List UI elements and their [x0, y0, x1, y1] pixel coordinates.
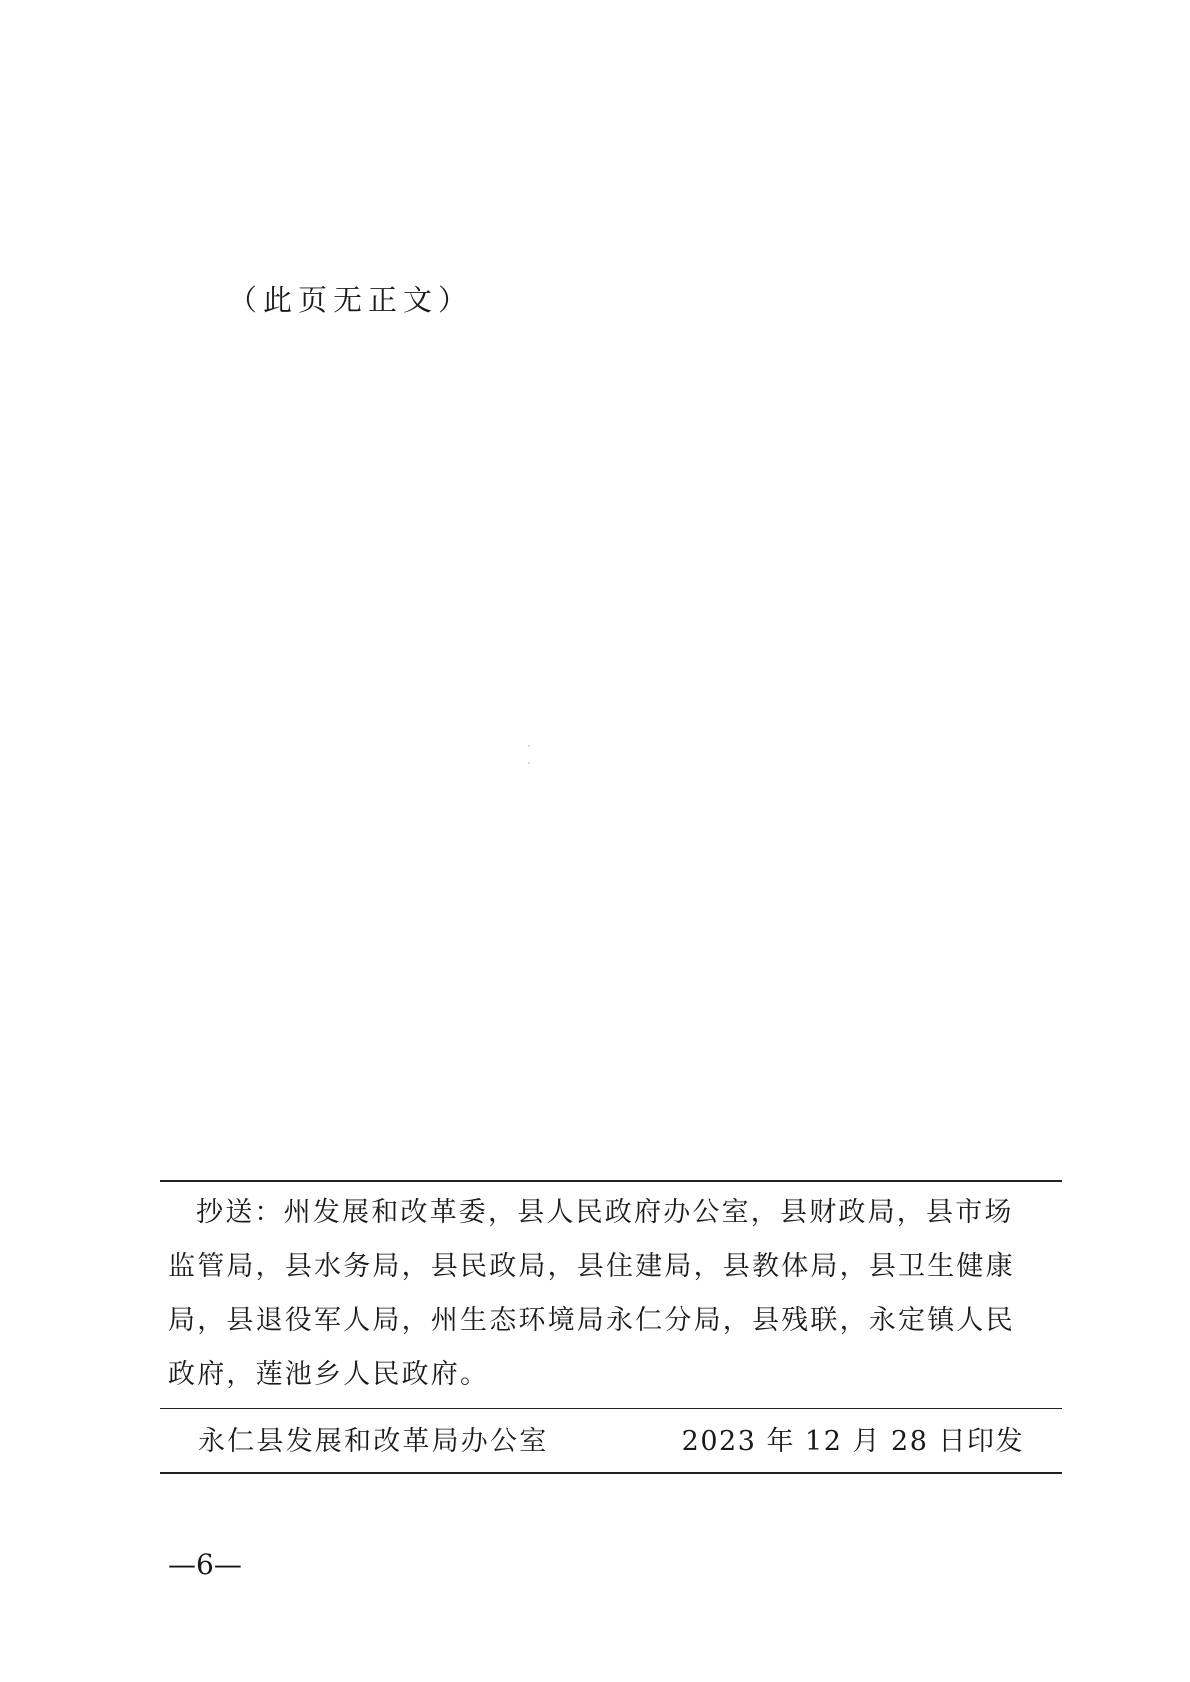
page-number: —6—	[168, 1548, 242, 1581]
no-body-note: （此页无正文）	[228, 283, 474, 317]
issue-line	[160, 1414, 1062, 1470]
cc-bottom-rule	[160, 1408, 1062, 1409]
cc-line: 抄送：州发展和改革委，县人民政府办公室，县财政局，县市场	[196, 1197, 1014, 1228]
cc-line: 政府，莲池乡人民政府。	[168, 1359, 490, 1390]
scan-speck	[528, 762, 530, 764]
cc-line: 局，县退役军人局，州生态环境局永仁分局，县残联，永定镇人民	[168, 1305, 1015, 1336]
issue-bottom-rule	[160, 1472, 1062, 1474]
issue-date: 2023 年 12 月 28 日印发	[681, 1426, 1024, 1457]
issuer: 永仁县发展和改革局办公室	[198, 1426, 549, 1457]
cc-top-rule	[160, 1180, 1062, 1182]
cc-line: 监管局，县水务局，县民政局，县住建局，县教体局，县卫生健康	[168, 1251, 1015, 1282]
scan-speck	[528, 745, 530, 747]
cc-list	[168, 1186, 1054, 1402]
